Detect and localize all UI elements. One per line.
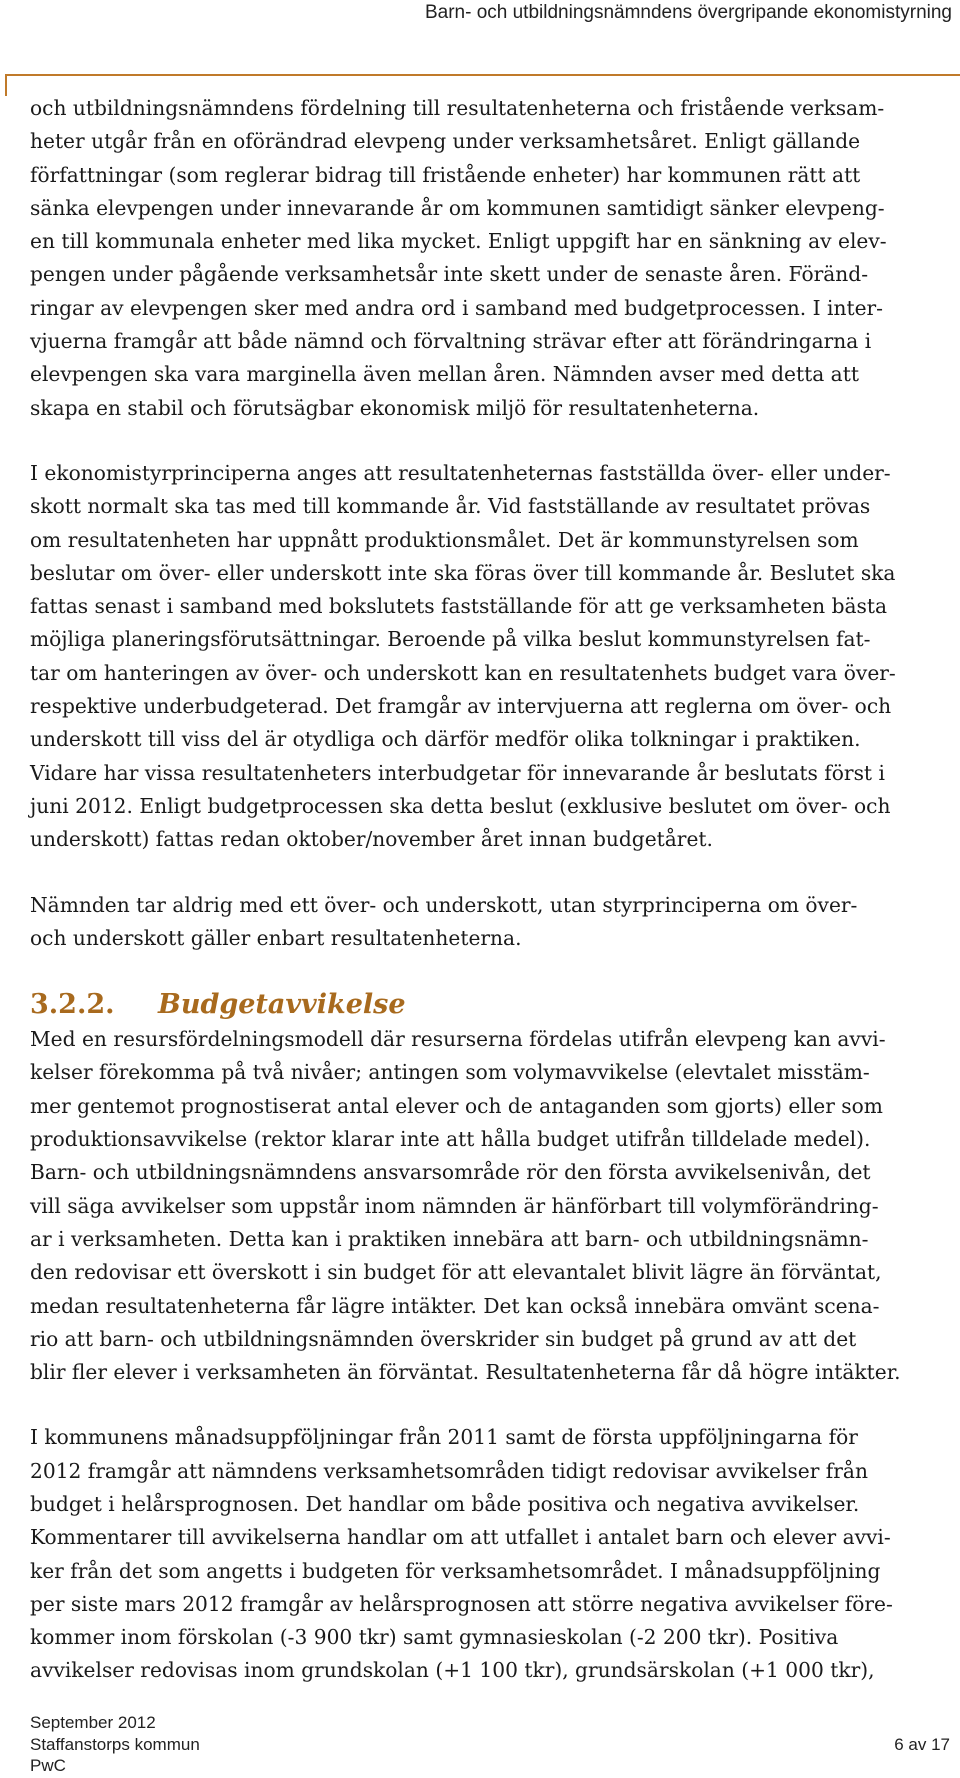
text-line: och utbildningsnämndens fördelning till resultatenheterna och fristående verksam- — [30, 96, 885, 120]
text-line: fattas senast i samband med bokslutets fastställande för att ge verksamheten bästa — [30, 594, 888, 619]
text-line: respektive underbudgeterad. Det framgår av intervjuerna att reglerna om över- och — [30, 694, 892, 719]
footer-date: September 2012 — [30, 1713, 156, 1732]
paragraph — [30, 1421, 950, 1687]
text-line: en till kommunala enheter med lika mycket. Enligt uppgift har en sänkning av elev- — [30, 229, 887, 254]
text-line: författningar (som reglerar bidrag till fristående enheter) har kommunen rätt att — [30, 162, 861, 187]
paragraph — [30, 1023, 950, 1389]
text-line: vjuerna framgår att både nämnd och förvaltning strävar efter att förändringarna i — [30, 329, 872, 354]
text-line: skott normalt ska tas med till kommande år. Vid fastställande av resultatet prövas — [30, 494, 871, 519]
text-line: ar i verksamheten. Detta kan i praktiken innebära att barn- och utbildningsnämn- — [30, 1226, 869, 1251]
text-line: elevpengen ska vara marginella även mellan åren. Nämnden avser med detta att — [30, 362, 859, 387]
text-line: heter utgår från en oförändrad elevpeng under verksamhetsåret. Enligt gällande — [30, 129, 861, 154]
text-line: rio att barn- och utbildningsnämnden överskrider sin budget på grund av att det — [30, 1326, 857, 1351]
text-line: produktionsavvikelse (rektor klarar inte att hålla budget utifrån tilldelade medel). — [30, 1127, 871, 1152]
text-line: budget i helårsprognosen. Det handlar om både positiva och negativa avvikelser. — [30, 1491, 860, 1516]
text-line: kommer inom förskolan (-3 900 tkr) samt gymnasieskolan (-2 200 tkr). Positiva — [30, 1625, 839, 1650]
text-line: I ekonomistyrprinciperna anges att resultatenheternas fastställda över- eller under- — [30, 460, 891, 485]
header-rule-corner — [5, 74, 7, 96]
text-line: Vidare har vissa resultatenheters interbudgetar för innevarande år beslutats först i — [30, 760, 885, 785]
text-line: Kommentarer till avvikelserna handlar om att utfallet i antalet barn och elever avvi- — [30, 1525, 891, 1550]
text-line: I kommunens månadsuppföljningar från 2011 samt de första uppföljningarna för — [30, 1425, 858, 1450]
text-line: underskott till viss del är otydliga och därför medför olika tolkningar i praktiken. — [30, 727, 861, 752]
text-line: beslutar om över- eller underskott inte ska föras över till kommande år. Beslutet ska — [30, 560, 896, 585]
text-line: per siste mars 2012 framgår av helårsprognosen att större negativa avvikelser före- — [30, 1591, 893, 1616]
text-line: Med en resursfördelningsmodell där resurserna fördelas utifrån elevpeng kan avvi- — [30, 1027, 886, 1052]
section-title: Budgetavvikelse — [158, 989, 406, 1021]
text-line: ringar av elevpengen sker med andra ord i samband med budgetprocessen. I inter- — [30, 295, 883, 320]
text-line: avvikelser redovisas inom grundskolan (+1 100 tkr), grundsärskolan (+1 000 tkr), — [30, 1658, 875, 1683]
page-header-title: Barn- och utbildningsnämndens övergripande ekonomistyrning — [424, 2, 952, 23]
text-line: Barn- och utbildningsnämndens ansvarsområde rör den första avvikelsenivån, det — [30, 1160, 871, 1185]
text-line: underskott) fattas redan oktober/november året innan budgetåret. — [30, 827, 713, 852]
text-line: pengen under pågående verksamhetsår inte skett under de senaste åren. Föränd- — [30, 262, 869, 287]
page-footer — [30, 1712, 950, 1777]
text-line: tar om hanteringen av över- och underskott kan en resultatenhets budget vara över- — [30, 660, 896, 685]
text-line: Nämnden tar aldrig med ett över- och underskott, utan styrprinciperna om över- — [30, 892, 858, 917]
section-number: 3.2.2. — [30, 989, 115, 1021]
text-line: blir fler elever i verksamheten än förväntat. Resultatenheterna får då högre intäkter. — [30, 1360, 901, 1385]
text-line: mer gentemot prognostiserat antal elever och de antaganden som gjorts) eller som — [30, 1093, 883, 1118]
text-line: vill säga avvikelser som uppstår inom nämnden är hänförbart till volymförändring- — [30, 1193, 879, 1218]
text-line: juni 2012. Enligt budgetprocessen ska detta beslut (exklusive beslutet om över- och — [30, 793, 891, 818]
footer-municipality: Staffanstorps kommun — [30, 1734, 200, 1754]
document-body — [30, 92, 950, 1720]
text-line: skapa en stabil och förutsägbar ekonomisk miljö för resultatenheterna. — [30, 395, 760, 420]
paragraph — [30, 889, 950, 956]
paragraph — [30, 92, 950, 425]
paragraph — [30, 457, 950, 857]
text-line: om resultatenheten har uppnått produktionsmålet. Det är kommunstyrelsen som — [30, 527, 859, 552]
text-line: sänka elevpengen under innevarande år om kommunen samtidigt sänker elevpeng- — [30, 195, 885, 220]
text-line: möjliga planeringsförutsättningar. Beroende på vilka beslut kommunstyrelsen fat- — [30, 627, 871, 652]
text-line: och underskott gäller enbart resultatenheterna. — [30, 925, 522, 950]
text-line: medan resultatenheterna får lägre intäkter. Det kan också innebära omvänt scena- — [30, 1293, 880, 1318]
text-line: den redovisar ett överskott i sin budget för att elevantalet blivit lägre än förväntat, — [30, 1260, 882, 1285]
footer-company: PwC — [30, 1756, 66, 1775]
page-number: 6 av 17 — [894, 1734, 950, 1754]
text-line: ker från det som angetts i budgeten för verksamhetsområdet. I månadsuppföljning — [30, 1558, 881, 1583]
text-line: 2012 framgår att nämndens verksamhetsområden tidigt redovisar avvikelser från — [30, 1458, 868, 1483]
section-heading — [30, 987, 950, 1023]
text-line: kelser förekomma på två nivåer; antingen som volymavvikelse (elevtalet misstäm- — [30, 1060, 870, 1085]
header-rule — [5, 74, 960, 76]
